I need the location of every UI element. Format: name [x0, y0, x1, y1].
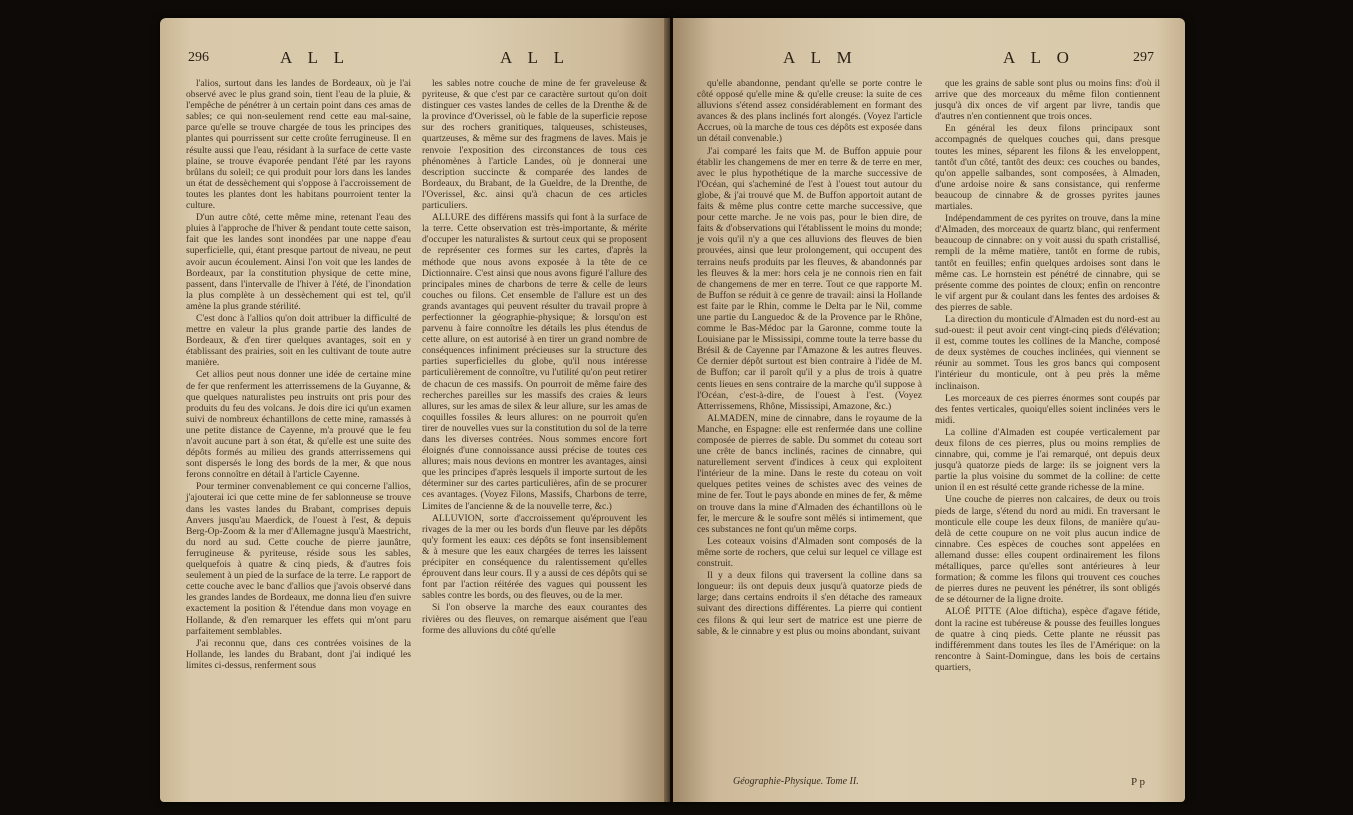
paragraph: ALOÉ PITTE (Aloe difticha), espèce d'agave fétide, dont la racine est tubéreuse & pousse des feuilles longues de quatre à cinq pieds. Cette plante ne réussit pas indifféremment dans toutes les îles de l'Amérique: on la rencontre à Saint-Domingue, dans les bois de certains quartiers, [935, 606, 1160, 673]
paragraph: J'ai comparé les faits que M. de Buffon appuie pour établir les changemens de mer en terre & de terre en mer, avec le plus hypothétique de la marche successive de l'Océan, qui s'acheminé de l'est à l'ouest tout autour du globe, & j'ai trouvé que M. de Buffon apportoit autant de faits & même plus contre cette marche successive, que pour cette marche. Je ne vois pas, pour le bien dire, de faits & d'observations qui l'établissent le moins du monde; je vois qu'il n'y a que ces alluvions des fleuves de bien prouvées, ainsi que leur prolongement, qui occupent des terrains neufs produits par les fleuves, & abandonnés par les fleuves & la mer: hors cela je ne connois rien en fait de changemens de mer en terre. Tout ce que rapporte M. de Buffon se réduit à ce genre de travail: ainsi la Hollande est faite par le Rhin, comme le Delta par le Nil, comme une partie du Languedoc & de la Provence par le Rhône, comme le Bas-Médoc par la Garonne, comme toute la Louisiane par le Mississipi, comme toute la terre basse du Brésil & de Cayenne par l'Amazone & les autres fleuves. Ce dernier dépôt surtout est bien contraire à l'idée de M. de Buffon; car il paroît qu'il y a plus de trois à quatre cents lieues en sens contraire de la marche qu'il suppose à l'Océan, c'est-à-dire, de l'ouest à l'est. (Voyez Atterrissemens, Rhône, Mississipi, Amazone, &c.) [697, 145, 922, 412]
paragraph: J'ai reconnu que, dans ces contrées voisines de la Hollande, les landes du Brabant, dont j'ai indiqué les limites ci-dessus, renferment sous [186, 637, 411, 671]
paragraph: C'est donc à l'allios qu'on doit attribuer la difficulté de mettre en valeur la plus grande partie des landes de Bordeaux, & d'en tirer quelques avantages, soit en y établissant des prairies, soit en les cultivant de toute autre manière. [186, 312, 411, 369]
paragraph: Pour terminer convenablement ce qui concerne l'allios, j'ajouterai ici que cette mine de fer sablonneuse se trouve dans les vastes landes du Brabant, comprises depuis Anvers jusqu'au Maerdick, de l'ouest à l'est, & depuis Berg-Op-Zoom & la mer d'Allemagne jusqu'à Maestricht, du nord au sud. Cette couche de pierre jaunâtre, ferrugineuse & pyriteuse, réside sous les sables, quelquefois à quatre & cinq pieds, & d'autres fois seulement à un pied de la surface de la terre. Le rapport de cette couche avec le banc d'allios que j'avois observé dans les grandes landes de Bordeaux, me donna lieu d'en suivre exactement la position & l'étendue dans mon voyage en Hollande, & d'en remarquer les effets qui m'ont paru parfaitement semblables. [186, 481, 411, 637]
paragraph: La direction du monticule d'Almaden est du nord-est au sud-ouest: il peut avoir cent vingt-cinq pieds d'élévation; il est, comme toutes les collines de la Manche, composé de deux systèmes de couches inclinées, qui viennent se réunir au sommet. Tous les gros bancs qui composent l'intérieur du monticule, ont à peu près la même inclinaison. [935, 313, 1160, 392]
paragraph: D'un autre côté, cette même mine, retenant l'eau des pluies à l'approche de l'hiver & pendant toute cette saison, fait que les landes sont inondées par une nappe d'eau superficielle, qui, étant presque partout de niveau, ne peut avoir aucun écoulement. Ainsi l'on voit que les landes de Bordeaux, par la constitution physique de cette mine, passent, dans l'intervalle de l'hiver à l'été, de l'inondation la plus complète à un dessèchement qui est tel, qu'il amène la plus grande stérilité. [186, 212, 411, 312]
paragraph: que les grains de sable sont plus ou moins fins: d'où il arrive que des morceaux du même filon contiennent jusqu'à dix onces de vif argent par livre, tandis que d'autres n'en contiennent que trois onces. [935, 78, 1160, 123]
paragraph: Les coteaux voisins d'Almaden sont composés de la même sorte de rochers, que celui sur lequel ce village est construit. [697, 535, 922, 570]
page-number: 296 [188, 50, 209, 65]
paragraph: Il y a deux filons qui traversent la colline dans sa longueur: ils ont depuis deux jusqu'à quatorze pieds de large; dans certains endroits il s'en détache des rameaux suivant des directions différentes. La pierre qui contient ces filons & qui leur sert de matrice est une pierre de sable, & le cinnabre y est plus ou moins abondant, suivant [697, 570, 922, 637]
paragraph: En général les deux filons principaux sont accompagnés de quelques couches qui, dans presque toutes les mines, séparent les filons & les enveloppent, tantôt d'un côté, tantôt des deux: ces couches ou bandes, qu'on appelle salbandes, sont composées, à Almaden, d'une ardoise noire & sans consistance, qui renferme beaucoup de cinnabre & de grosses pyrites jaunes martiales. [935, 123, 1160, 213]
text-column-1 [697, 78, 922, 638]
text-column-2 [935, 78, 1160, 674]
paragraph: les sables notre couche de mine de fer graveleuse & pyriteuse, & que c'est par ce caractère surtout qu'on doit distinguer ces vastes landes de celles de la Drenthe & de la province d'Overissel, où le fable de la superficie repose sur des rochers granitiques, talqueuses, schisteuses, quartzeuses, & même sur des fragmens de laves. Mais je renvoie l'exposition des circonstances de tous ces phénomènes à l'article Landes, où je donnerai une description succincte & comparée des landes de Bordeaux, du Brabant, de la Gueldre, de la Drenthe, de l'Overissel, &c. ainsi qu'à chacun de ces articles particuliers. [422, 78, 647, 212]
left-page [160, 18, 670, 802]
text-column-1 [186, 78, 411, 672]
paragraph: Cet allios peut nous donner une idée de certaine mine de fer que renferment les atterrissemens de la Guyanne, & que quelques naturalistes peu instruits ont pris pour des produits du feu des volcans. Je dois dire ici qu'un examen suivi de nombreux échantillons de cette mine, ramassés à une petite distance de Cayenne, m'a prouvé que le feu n'avoit aucune part à son état, & qu'elle est une suite des dépôts formés au milieu des grands atterrissemens qui sont dispersés le long des bords de la mer, & que nous ferons connoître en détail à l'article Cayenne. [186, 369, 411, 481]
paragraph: Si l'on observe la marche des eaux courantes des rivières ou des fleuves, on remarque aisément que l'eau forme des alluvions du côté qu'elle [422, 602, 647, 636]
text-column-2 [422, 78, 647, 637]
paragraph: Une couche de pierres non calcaires, de deux ou trois pieds de large, s'étend du nord au midi. En traversant le monticule elle coupe les deux filons, de manière qu'au-delà de cette coupure on ne voit plus aucun indice de cinnabre. Ces espèces de couches sont appelées en allemand dusse: elles coupent ordinairement les filons métalliques, parce qu'elles sont antérieures à leur formation; & comme les filons qui trouvent ces couches de pierres dures ne peuvent les pénétrer, ils sont obligés de se détourner de la ligne droite. [935, 494, 1160, 606]
right-page [673, 18, 1185, 802]
paragraph: Indépendamment de ces pyrites on trouve, dans la mine d'Almaden, des morceaux de quartz blanc, qui renferment beaucoup de cinnabre: on y voit aussi du spath cristallisé, rempli de la même matière, tantôt en forme de rubis, tantôt en feuilles; enfin quelques ardoises sont dans le même cas. Le hornstein est pénétré de cinnabre, qui se présente comme des pointes de cloux; enfin on rencontre le vif argent pur & coulant dans les fentes des ardoises & des pierres de sable. [935, 213, 1160, 313]
running-head-left: A L L [280, 48, 350, 67]
paragraph: ALMADEN, mine de cinnabre, dans le royaume de la Manche, en Espagne: elle est renfermée dans une colline composée de pierres de sable. Du sommet du coteau sort une crête de bancs inclinés, racines de cinnabre, qui naturellement servent d'indices à ceux qui exploitent l'intérieur de la mine. Dans le reste du coteau on voit quelques petites veines de schistes avec des veines de mine de fer. Tout le pays abonde en mines de fer, & même on trouve dans la mine d'Almaden des échantillons où le fer, le mercure & le soufre sont mêlés si intimement, que ces substances ne font qu'un même corps. [697, 412, 922, 535]
running-head-left: A L M [783, 48, 858, 67]
volume-footer: Géographie-Physique. Tome II. [733, 776, 859, 787]
running-head-right: A L L [500, 48, 570, 67]
paragraph: Les morceaux de ces pierres énormes sont coupés par des fentes verticales, quoiqu'elles soient inclinées vers le midi. [935, 392, 1160, 426]
signature-mark: P p [1131, 776, 1145, 788]
running-head-right: A L O [1003, 48, 1075, 67]
paragraph: La colline d'Almaden est coupée verticalement par deux filons de ces pierres, plus ou moins remplies de cinnabre, qui, comme je l'ai remarqué, ont depuis deux jusqu'à quatorze pieds de large: ils se joignent vers la partie la plus voisine du sommet de la colline: de cette union il en est résulté cette grande richesse de la mine. [935, 426, 1160, 494]
paragraph: ALLUVION, sorte d'accroissement qu'éprouvent les rivages de la mer ou les bords d'un fleuve par les dépôts qu'y forment les eaux: ces dépôts se font insensiblement & à mesure que les eaux chargées de terres les laissent précipiter en conséquence du ralentissement qu'elles éprouvent dans leur cours. Il y a aussi de ces dépôts qui se font par l'action réitérée des vagues qui poussent les sables contre les bords, ou des fleuves, ou de la mer. [422, 512, 647, 602]
paragraph: qu'elle abandonne, pendant qu'elle se porte contre le côté opposé qu'elle mine & qu'elle creuse: la suite de ces alluvions s'étend assez considérablement en formant des avances & des plans inclinés fort alongés. (Voyez l'article Accrues, où la marche de tous ces dépôts est exposée dans un détail convenable.) [697, 78, 922, 145]
paragraph: l'alios, surtout dans les landes de Bordeaux, où je l'ai observé avec le plus grand soin, tient l'eau de la pluie, & l'empêche de pénétrer à un certain point dans ces amas de sables; ce qui non-seulement rend cette eau mal-saine, parce qu'elle se trouve chargée de tous les principes des plantes qui pourrissent sur cette croûte ferrugineuse. Il en résulte aussi que l'eau, résidant à la surface de cette vaste plaine, se trouve évaporée pendant l'été par les rayons brûlans du soleil; ce qui produit pour lors dans les landes un état de dessèchement qui s'oppose à l'accroissement de toutes les plantes dont les habitans pourroient tenter la culture. [186, 78, 411, 212]
page-number: 297 [1133, 50, 1154, 65]
paragraph: ALLURE des différens massifs qui font à la surface de la terre. Cette observation est très-importante, & mérite d'occuper les naturalistes & surtout ceux qui se proposent de représenter ces formes sur les cartes, d'après la méthode que nous avons exposée à la tête de ce Dictionnaire. C'est ainsi que nous avons figuré l'allure des principales mines de charbons de terre & celle de leurs couches ou filons. Cet ensemble de l'allure est un des grands avantages qui peuvent résulter du travail propre à perfectionner la géographie-physique; & lorsqu'on est parvenu à faire connoître les détails les plus étendus de cette allure, on est autorisé à en tirer un grand nombre de conséquences infiniment précieuses sur la structure des parties superficielles du globe, qu'il nous intéresse particulièrement de connoître, vu l'utilité qu'on peut retirer de chacun de ces massifs. On pourroit de même faire des recherches pareilles sur les massifs des craies & leurs allures, sur les amas de silex & leur allure, sur les amas de coquilles fossiles & leurs allures: on ne pourroit qu'en tirer de nouvelles vues sur la constitution du sol de la terre dans les diverses contrées. Nous sommes encore fort éloignés d'une connoissance aussi précise de toutes ces allures; mais nous devions en montrer les avantages, ainsi que les principes d'après lesquels il importe surtout de les déterminer sur des cartes particulières, afin de se procurer ces avantages. (Voyez Filons, Massifs, Charbons de terre, Limites de l'ancienne & de la nouvelle terre, &c.) [422, 212, 647, 512]
